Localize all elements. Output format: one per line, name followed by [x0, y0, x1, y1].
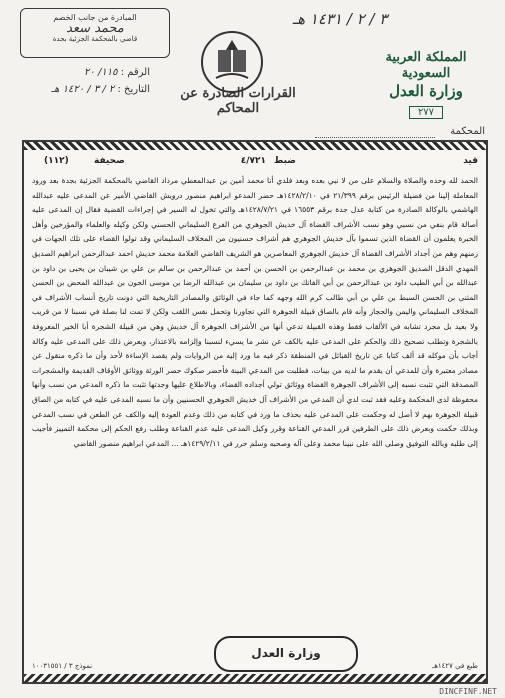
ref-date-row: التاريخ : ٢ / ٣ / ١٤٢٠ هـ [51, 84, 150, 95]
form-line: نموذج ٣ / ١٠٠٣١٥٥١ [32, 662, 93, 670]
document-frame [22, 140, 488, 684]
ministry-stamp: وزارة العدل [214, 636, 358, 672]
dabt-label: ضبط [273, 156, 296, 166]
approval-stamp [20, 8, 170, 58]
kingdom-name: المملكة العربية السعودية [385, 50, 467, 81]
qayd-label: قيد [463, 156, 478, 166]
ref-number-value: ١١٥/ ٢٠ [84, 67, 118, 78]
judgment-paragraph: الحمد لله وحده والصلاة والسلام على من لا نبي بعده وبعد فلدي أنا محمد أمين بن عبدالمعطي مرداد القاضي بالمحكمة الجزئية بجدة بعد ورود المعاملة إلينا من فضيلة الرئيس برقم ٢١/٣٩٩ في ١٤٢٨/٢/١٠هـ حضر المدعو ابراهيم منصور درويش القاضي الأمير عن المدعى عليه عبدالله الهاشمي بالوكالة الصادرة من كتابة عدل جدة برقم ١٦٥٥٣ في ١٤٢٨/٧/٢١هـ والتي تخول له السير في إجراءات القضية فقال إن المدعى عليه أصالة قام بنفي من نسبي وهو نسب الأشراف القضاة آل خديش الجوهري من الفرع السليماني الحسني ولكن وكيله والعلماء والمؤرخين وأهل الخبرة يعلمون أن القضاة الذين تسموا بآل خديش الجوهري هم أشراف حسنيون من المخلاف السليماني وقد تولوا القضاء على تلك الجهات في زمنهم وهم من أجداد الأشراف القضاة آل خديش الجوهري المعاصرين هو الشريف القاضي العلامة محمد خديش احمد عبدالرحمن ابراهيم الصديق المهدي الدقل الصديق الجوهري بن محمد بن عبدالرحمن بن الحسن بن أحمد بن عبدالرحمن بن سالم بن علي بن شيبان بن يحيى بن داود بن عبدالله بن أبي الطيب داود بن عبدالرحمن بن أبي الفاتك بن داود بن سليمان بن عبدالله الرضا بن موسى الجون بن عبدالله المحض بن الحسن المثنى بن الحسن السبط بن علي بن أبي طالب كرم الله وجهه كما جاء في الوثائق والمصادر التاريخية التي دونت تاريخ أنساب الأشراف في المخلاف السليماني واليمن والحجاز وأنه قام بالصاق قبيلة الجوهرة التي تجاورنا وتحمل نفس اللقب ولكن لا تمت لنا بصلة في نسبنا لا من قريب ولا بعيد بل مجرد تشابه في الألقاب فقط وهذه القبيلة تدعي أنها من الأشراف الجوهرة آل خديش وهي من قبيلة الشجرة أبا الخير المعروفة بالشجرة وتطلب تصحيح ذلك والحكم على المدعى عليه بالكف عن نشر ما يسيء لنسبنا وإلزامه بالاعتذار، وبعرض ذلك على المدعى عليه وكالة أجاب بأن موكله قد ألف كتابا عن تاريخ القبائل في المنطقة ذكر فيه ما ورد إليه من الروايات ولم يقصد الإساءة لأحد وأن ما ذكره منقول عن مصادر معتبرة وأن للمدعي أن يقدم ما لديه من بينات، فطلبت من المدعي البينة فأحضر صكوك حصر الورثة ووثائق الأوقاف القديمة والمشجرات المصدقة التي تثبت نسبه إلى الأشراف الجوهرة القضاة ووثائق تولي أجداده القضاء، وبالاطلاع عليها وجدتها تثبت ما ذكره المدعي من نسب وأنها محفوظة لدى المحكمة وعليه فقد ثبت لدي أن المدعي من الأشراف آل خديش الجوهري الحسنيين وأن ما نسبه المدعى عليه في كتابه من الصاق قبيلة الجوهرة بهم لا أصل له وحكمت على المدعى عليه بحذف ما ورد في كتابه من ذلك وعدم العودة إليه والكف عن الطعن في نسب المدعي وبذلك حكمت وبعرض ذلك على الطرفين قرر المدعي القناعة وقرر وكيل المدعى عليه عدم القناعة وطلب رفع الحكم إلى محكمة التمييز فأجيب إلى طلبه وبالله التوفيق وصلى الله على نبينا محمد وعلى آله وصحبه وسلم حرر في ١٤٢٩/٢/١١هـ ... المدعي ابراهيم منصور القاضي [32, 176, 478, 448]
ref-date-value: ٢ / ٣ / ١٤٢٠ هـ [51, 84, 115, 95]
ref-number-row: الرقم : ١١٥/ ٢٠ [84, 67, 150, 78]
reference-block [40, 64, 150, 98]
sahifa-value: (١١٢) [44, 156, 69, 166]
ministry-name: وزارة العدل [389, 82, 463, 100]
record-row [24, 154, 486, 170]
decision-caption: القرارات الصادرة عن المحاكم [180, 86, 296, 116]
site-watermark: DINCFINF.NET [439, 687, 497, 696]
ministry-header [361, 50, 491, 119]
sahifa-label: صحيفة [94, 156, 125, 166]
court-label: المحكمة [450, 126, 485, 137]
handwritten-date: ٣ / ٢ / ١٤٣١ هـ [292, 10, 388, 28]
ref-date-label: التاريخ [124, 84, 150, 95]
judgment-text [32, 174, 478, 620]
dabt-value: ٤/٧٢١ [240, 156, 266, 166]
ref-number-label: الرقم [127, 67, 150, 78]
stamp-signature: محمد سعد [66, 21, 124, 36]
stamp-title: المبادرة من جانب الخصم [53, 13, 137, 22]
stamp-subtitle: قاضي بالمحكمة الجزئية بجدة [52, 35, 138, 43]
court-field-line [315, 137, 435, 138]
form-number-badge: ٢٧٧ [409, 106, 443, 119]
footer-bar [24, 634, 486, 674]
print-line: طبع في ١٤٢٧هـ [432, 662, 478, 670]
